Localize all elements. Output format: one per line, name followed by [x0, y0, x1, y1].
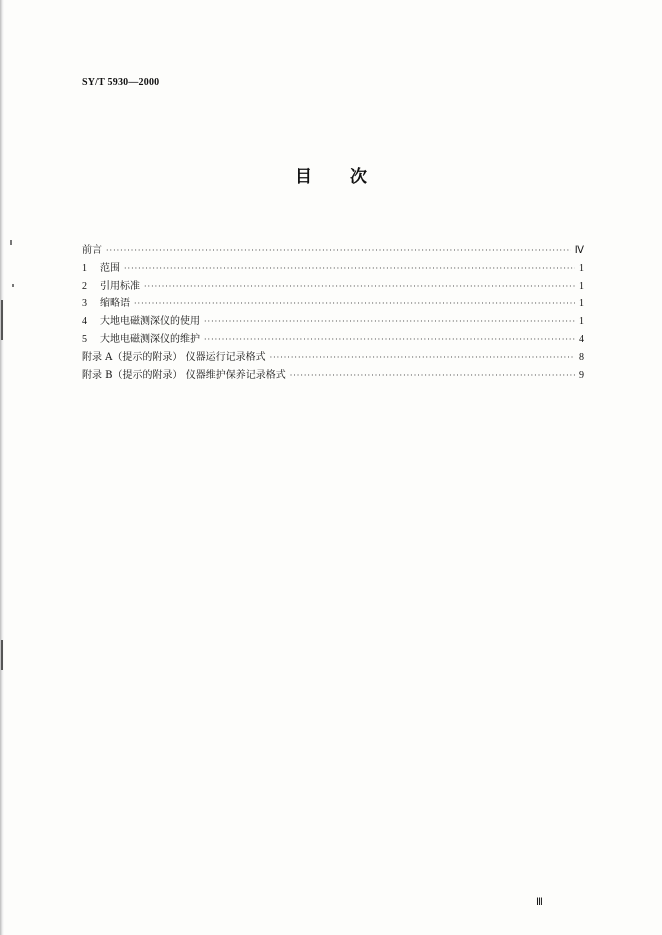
toc-entry-abbreviations[interactable] — [82, 295, 584, 313]
page-number: Ⅲ — [536, 897, 543, 908]
toc-entry-label: 引用标准 — [100, 280, 140, 292]
toc-entry-number: 5 — [82, 333, 87, 345]
toc-leader-dots — [270, 349, 575, 367]
toc-entry-page: 9 — [579, 369, 584, 381]
toc-entry-page: 1 — [579, 316, 584, 328]
page-binding-edge — [0, 0, 4, 935]
toc-entry-number: 4 — [82, 316, 87, 328]
toc-title-right: 次 — [350, 167, 367, 187]
scan-speck — [12, 284, 14, 287]
standard-code: SY/T 5930—2000 — [82, 77, 160, 88]
toc-entry-label: 范围 — [100, 262, 120, 274]
scan-speck — [10, 240, 12, 245]
toc-entry-page: 8 — [579, 351, 584, 363]
toc-entry-maintenance[interactable] — [82, 331, 584, 349]
toc-leader-dots — [204, 331, 575, 349]
binding-mark — [1, 640, 3, 670]
toc-leader-dots — [144, 278, 575, 296]
toc-entry-label: 大地电磁测深仪的使用 — [100, 316, 200, 328]
toc-entry-number: 1 — [82, 262, 87, 274]
toc-list — [82, 242, 584, 384]
toc-leader-dots — [290, 367, 575, 385]
toc-leader-dots — [134, 295, 575, 313]
toc-entry-number: 2 — [82, 280, 87, 292]
toc-title-left: 目 — [295, 167, 312, 187]
toc-leader-dots — [124, 260, 575, 278]
toc-entry-page: 4 — [579, 333, 584, 345]
toc-entry-appendix-b[interactable] — [82, 367, 584, 385]
toc-entry-page: 1 — [579, 280, 584, 292]
toc-entry-label: 附录 B（提示的附录） 仪器维护保养记录格式 — [82, 369, 286, 381]
toc-entry-page: 1 — [579, 262, 584, 274]
toc-entry-label: 大地电磁测深仪的维护 — [100, 333, 200, 345]
toc-title — [0, 162, 662, 187]
binding-mark — [1, 300, 3, 340]
toc-entry-number: 3 — [82, 298, 87, 310]
toc-entry-label: 附录 A（提示的附录） 仪器运行记录格式 — [82, 351, 266, 363]
toc-leader-dots — [204, 313, 575, 331]
toc-entry-scope[interactable] — [82, 260, 584, 278]
toc-entry-usage[interactable] — [82, 313, 584, 331]
toc-entry-page: Ⅳ — [574, 245, 584, 256]
toc-entry-page: 1 — [579, 298, 584, 310]
toc-entry-appendix-a[interactable] — [82, 349, 584, 367]
toc-entry-foreword[interactable] — [82, 242, 584, 260]
toc-entry-references[interactable] — [82, 278, 584, 296]
toc-entry-label: 前言 — [82, 245, 102, 256]
toc-entry-label: 缩略语 — [100, 298, 130, 310]
toc-leader-dots — [106, 242, 571, 260]
